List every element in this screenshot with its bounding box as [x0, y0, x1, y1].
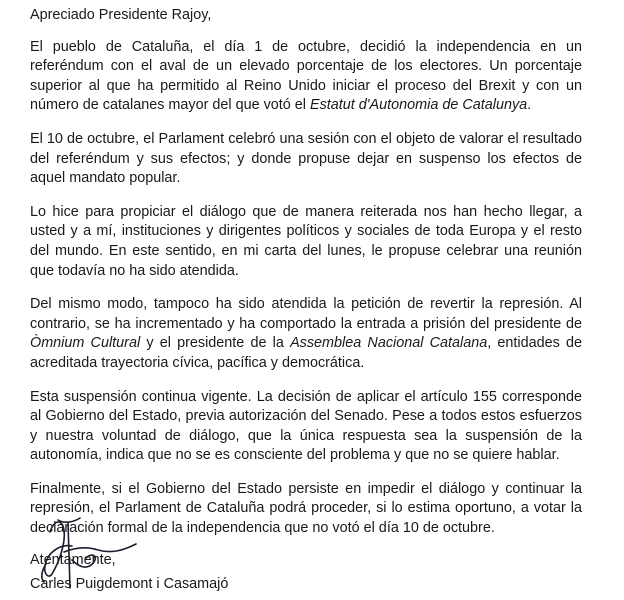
paragraph-1	[30, 38, 582, 116]
paragraph-3	[30, 203, 582, 281]
salutation: Apreciado Presidente Rajoy,	[30, 7, 212, 23]
closing: Atentamente,	[30, 551, 116, 568]
text-run: Esta suspensión continua vigente. La decisión de aplicar el artículo 155 corresponde al Gobierno del Estado, previa autorización del Senado. Pese a todos estos esfuerzos y nuestra voluntad de diálogo, que la única respuesta sea la suspensión de la autonomía, indica que no se es consciente del problema y que no se quiere hablar.	[30, 388, 582, 464]
paragraph-2	[30, 130, 582, 189]
italic-name: Òmnium Cultural	[30, 335, 141, 352]
paragraphs	[30, 38, 582, 539]
italic-name: Estatut d'Autonomia de Catalunya	[310, 97, 528, 114]
text-run: Lo hice para propiciar el diálogo que de manera reiterada nos han hecho llegar, a usted y a mí, instituciones y dirigentes políticos y sociales de toda Europa y el resto del mundo. En este sentido, en mi carta del lunes, le propuse celebrar una reunión que todavía no ha sido atendida.	[30, 203, 582, 279]
text-run: , entidades de acreditada trayectoria cívica, pacífica y democrática.	[30, 335, 582, 371]
paragraph-5	[30, 388, 582, 466]
paragraph-4	[30, 295, 582, 373]
signature-block	[28, 500, 268, 600]
text-run: y el presidente de la	[140, 335, 291, 352]
signer-name: Carles Puigdemont i Casamajó	[30, 576, 229, 592]
text-run: .	[527, 97, 532, 114]
text-run: El 10 de octubre, el Parlament celebró una sesión con el objeto de valorar el resultado del referéndum y sus efectos; y donde propuse dejar en suspenso los efectos de aquel mandato popular.	[30, 130, 582, 187]
letter-body	[30, 6, 582, 570]
text-run: Finalmente, si el Gobierno del Estado persiste en impedir el diálogo y continuar la represión, el Parlament de Cataluña podrá proceder, si lo estima oportuno, a votar la declaración formal de la independencia que no votó el día 10 de octubre.	[30, 480, 582, 537]
text-run: Del mismo modo, tampoco ha sido atendida la petición de revertir la represión. Al contrario, se ha incrementado y ha comportado la entrada a prisión del presidente de	[30, 296, 582, 332]
italic-name: Assemblea Nacional Catalana	[290, 335, 488, 352]
text-run: El pueblo de Cataluña, el día 1 de octubre, decidió la independencia en un referéndum con el aval de un elevado porcentaje de los electores. Un porcentaje superior al que ha permitido al Reino Unido iniciar el proceso del Brexit y con un número de catalanes mayor del que votó el	[30, 38, 582, 114]
